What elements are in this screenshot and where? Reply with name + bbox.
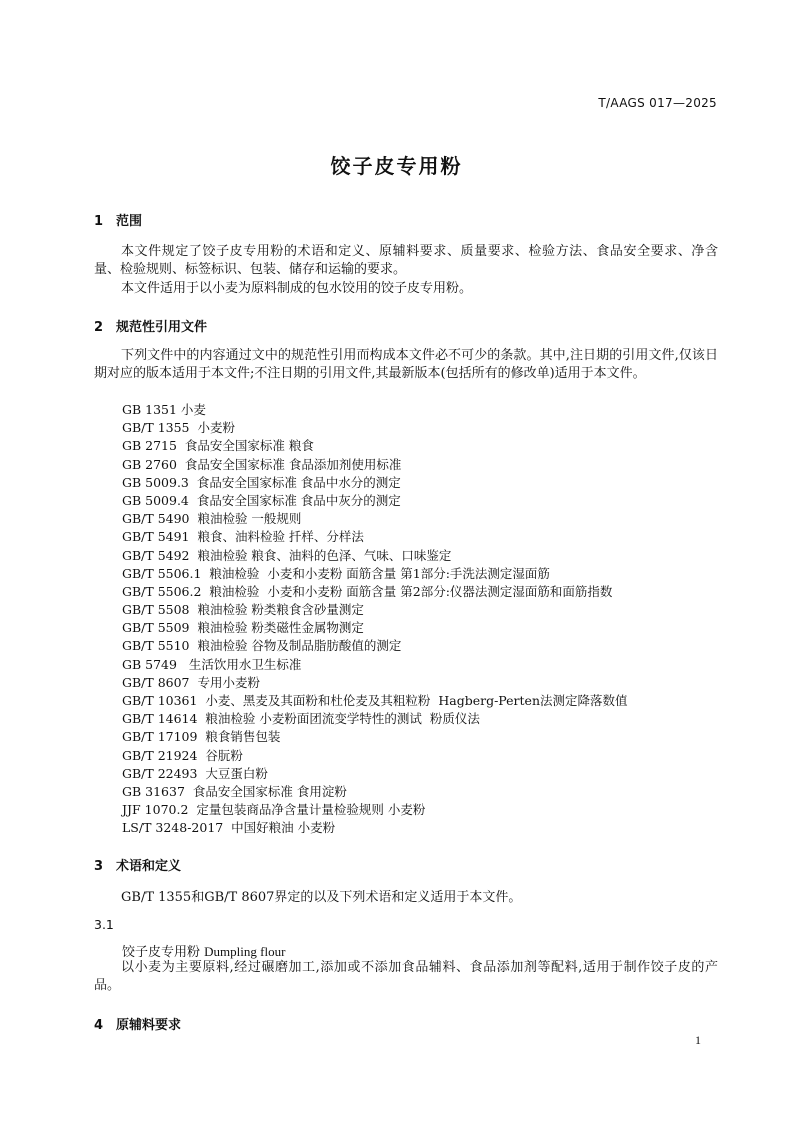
section-1-paragraph-2: 本文件适用于以小麦为原料制成的包水饺用的饺子皮专用粉。 xyxy=(121,281,473,296)
section-2-intro: 下列文件中的内容通过文中的规范性引用而构成本文件必不可少的条款。其中,注日期的引用文件,仅该日期对应的版本适用于本文件;不注日期的引用文件,其最新版本(包括所有的修改单)适用于本文件。 xyxy=(94,348,718,381)
reference-item: GB 5749 生活饮用水卫生标准 xyxy=(122,656,302,672)
reference-item: GB/T 1355 小麦粉 xyxy=(122,420,235,436)
reference-item: GB 5009.4 食品安全国家标准 食品中灰分的测定 xyxy=(122,492,401,508)
section-4-number: 4 xyxy=(94,1018,104,1033)
section-1-heading xyxy=(94,210,142,229)
section-2-title: 规范性引用文件 xyxy=(116,320,208,335)
section-1-title: 范围 xyxy=(116,214,143,229)
reference-item: GB/T 21924 谷朊粉 xyxy=(122,747,243,763)
section-1-number: 1 xyxy=(94,214,104,229)
reference-item: GB/T 17109 粮食销售包装 xyxy=(122,729,281,745)
reference-item: GB/T 5490 粮油检验 一般规则 xyxy=(122,511,302,527)
reference-item: GB/T 10361 小麦、黑麦及其面粉和杜伦麦及其粗粒粉 Hagberg-Perten法测定降落数值 xyxy=(122,693,628,708)
reference-item: LS/T 3248-2017 中国好粮油 小麦粉 xyxy=(122,820,336,836)
reference-item: JJF 1070.2 定量包装商品净含量计量检验规则 小麦粉 xyxy=(122,802,426,818)
section-2-heading xyxy=(94,316,207,335)
section-3-intro: GB/T 1355和GB/T 8607界定的以及下列术语和定义适用于本文件。 xyxy=(121,890,522,905)
normative-references-list xyxy=(122,401,628,838)
reference-item: GB/T 5491 粮食、油料检验 扦样、分样法 xyxy=(122,529,364,545)
reference-item: GB/T 22493 大豆蛋白粉 xyxy=(122,765,268,781)
reference-item: GB/T 8607 专用小麦粉 xyxy=(122,674,260,690)
reference-item: GB 2715 食品安全国家标准 粮食 xyxy=(122,438,314,454)
document-code: T/AAGS 017—2025 xyxy=(598,96,717,110)
clause-3-1-number: 3.1 xyxy=(94,917,114,932)
term-definition: 以小麦为主要原料,经过碾磨加工,添加或不添加食品辅料、食品添加剂等配料,适用于制作饺子皮的产品。 xyxy=(94,960,718,993)
section-4-heading xyxy=(94,1014,181,1033)
reference-item: GB 2760 食品安全国家标准 食品添加剂使用标准 xyxy=(122,456,402,472)
section-3-heading xyxy=(94,855,181,874)
document-title: 饺子皮专用粉 xyxy=(330,154,463,178)
reference-item: GB/T 14614 粮油检验 小麦粉面团流变学特性的测试 粉质仪法 xyxy=(122,711,480,727)
reference-item: GB/T 5506.1 粮油检验 小麦和小麦粉 面筋含量 第1部分:手洗法测定湿面筋 xyxy=(122,565,550,581)
reference-item: GB 31637 食品安全国家标准 食用淀粉 xyxy=(122,783,347,799)
section-1-paragraph-1: 本文件规定了饺子皮专用粉的术语和定义、原辅料要求、质量要求、检验方法、食品安全要求、净含量、检验规则、标签标识、包装、储存和运输的要求。 xyxy=(94,244,718,277)
reference-item: GB/T 5510 粮油检验 谷物及制品脂肪酸值的测定 xyxy=(122,638,402,654)
reference-item: GB/T 5508 粮油检验 粉类粮食含砂量测定 xyxy=(122,602,364,618)
section-4-title: 原辅料要求 xyxy=(116,1018,182,1033)
section-3-number: 3 xyxy=(94,859,104,874)
reference-item: GB 5009.3 食品安全国家标准 食品中水分的测定 xyxy=(122,474,401,490)
reference-item: GB/T 5506.2 粮油检验 小麦和小麦粉 面筋含量 第2部分:仪器法测定湿面筋和面筋指数 xyxy=(122,583,613,599)
term-chinese: 饺子皮专用粉 xyxy=(122,945,201,960)
page-number: 1 xyxy=(695,1033,701,1047)
section-2-number: 2 xyxy=(94,320,104,335)
reference-item: GB 1351 小麦 xyxy=(122,402,206,417)
reference-item: GB/T 5509 粮油检验 粉类磁性金属物测定 xyxy=(122,620,364,636)
section-3-title: 术语和定义 xyxy=(116,859,182,874)
term-english: Dumpling flour xyxy=(204,944,286,959)
reference-item: GB/T 5492 粮油检验 粮食、油料的色泽、气味、口味鉴定 xyxy=(122,547,452,563)
term-entry xyxy=(122,941,285,960)
